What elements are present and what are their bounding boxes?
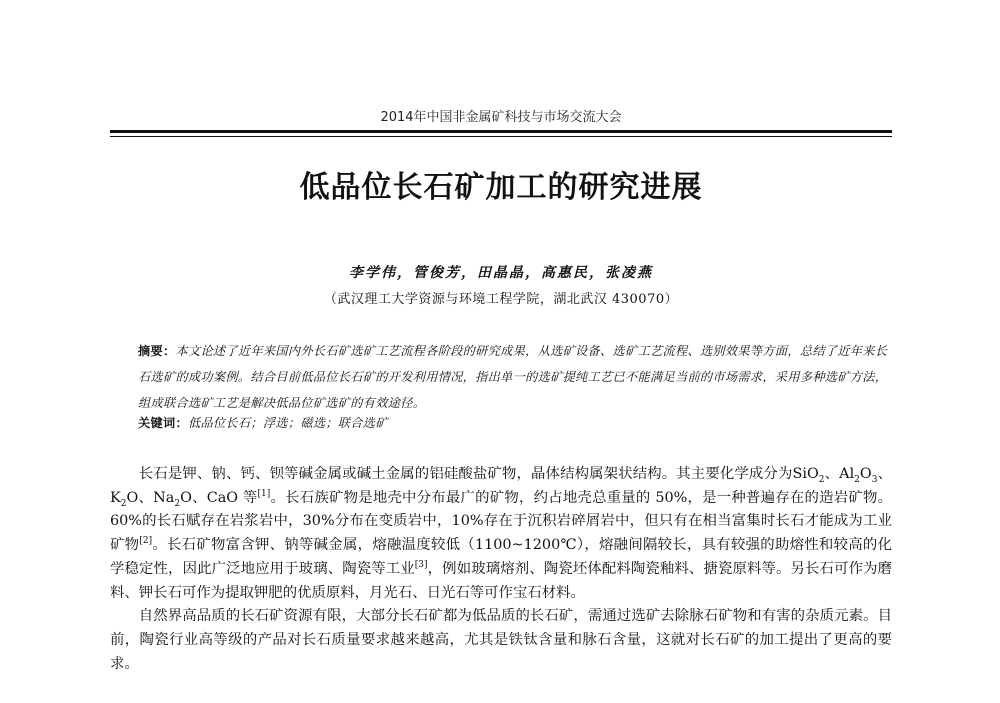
keywords-label: 关键词： bbox=[138, 416, 188, 430]
formula-na2o: Na bbox=[153, 489, 175, 506]
header-rule-thick bbox=[110, 130, 892, 133]
separator: 、 bbox=[191, 489, 207, 506]
author-list: 李学伟，管俊芳，田晶晶，高惠民，张凌燕 bbox=[349, 265, 653, 281]
citation-3: [3] bbox=[414, 560, 428, 571]
p1-sentence-1: 长石是钾、钠、钙、钡等碱金属或碱土金属的铝硅酸盐矿物，晶体结构属架状结构。其主要化学成分为 bbox=[138, 466, 793, 482]
p1-sentence-4: ，例如玻璃熔剂、陶瓷坯体配料陶瓷釉料、搪瓷原料等。另长石可作为磨料、钾长石可作为提取钾肥的优质原料，月光石、日光石等可作宝石材料。 bbox=[110, 560, 892, 601]
formula-na2o-sub: 2 bbox=[174, 498, 181, 509]
p1-sentence-3: 。长石矿物富含钾、钠等碱金属，熔融温度较低（1100~1200℃），熔融间隔较长，具有较强的助熔性和较高的化学稳定性，因此广泛地应用于玻璃、陶瓷等工业 bbox=[110, 537, 892, 577]
formula-cao: CaO 等 bbox=[206, 489, 258, 506]
abstract bbox=[138, 338, 890, 416]
citation-2: [2] bbox=[139, 536, 153, 547]
body-text bbox=[110, 463, 892, 676]
separator: 、 bbox=[824, 466, 840, 482]
formula-al2o3-sub1: 2 bbox=[854, 474, 860, 485]
formula-na2o-o: O bbox=[180, 489, 192, 506]
paragraph-2: 自然界高品质的长石矿资源有限，大部分长石矿都为低品质的长石矿，需通过选矿去除脉石矿物和有害的杂质元素。目前，陶瓷行业高等级的产品对长石质量要求越来越高，尤其是铁钛含量和脉石含量，这就对长石矿的加工提出了更高的要求。 bbox=[110, 608, 892, 672]
formula-al2o3-sub2: 3 bbox=[871, 474, 878, 485]
formula-al2o3: Al bbox=[839, 466, 855, 482]
separator: 、 bbox=[138, 489, 154, 506]
abstract-text: 本文论述了近年来国内外长石矿选矿工艺流程各阶段的研究成果，从选矿设备、选矿工艺流程、选别效果等方面，总结了近年来长石选矿的成功案例。结合目前低品位长石矿的开发利用情况，指出单一的选矿提纯工艺已不能满足当前的市场需求，采用多种选矿方法，组成联合选矿工艺是解决低品位矿选矿的有效途径。 bbox=[138, 344, 888, 410]
abstract-label: 摘要： bbox=[138, 344, 176, 358]
separator: 、 bbox=[877, 466, 892, 482]
citation-1: [1] bbox=[257, 488, 271, 499]
conference-header: 2014年中国非金属矿科技与市场交流大会 bbox=[380, 110, 622, 125]
header-rule-thin bbox=[110, 136, 892, 137]
formula-al2o3-o: O bbox=[859, 466, 872, 482]
paragraph-1 bbox=[110, 463, 892, 605]
affiliation: （武汉理工大学资源与环境工程学院，湖北武汉 430070） bbox=[323, 292, 679, 307]
formula-k2o-o: O bbox=[126, 489, 139, 506]
paper-title: 低品位长石矿加工的研究进展 bbox=[299, 170, 703, 205]
keywords-text: 低品位长石；浮选；磁选；联合选矿 bbox=[187, 416, 388, 430]
formula-sio2: SiO bbox=[792, 466, 819, 482]
formula-k2o: K bbox=[110, 489, 121, 506]
formula-sio2-sub: 2 bbox=[818, 474, 825, 485]
keywords bbox=[138, 414, 890, 431]
formula-k2o-sub: 2 bbox=[120, 498, 127, 509]
p1-sentence-2: 。长石族矿物是地壳中分布最广的矿物，约占地壳总重量的 50%，是一种普遍存在的造岩矿物。60%的长石赋存在岩浆岩中，30%分布在变质岩中，10%存在于沉积岩碎屑岩中，但只有在相当富集时长石才能成为工业矿物 bbox=[110, 489, 892, 554]
